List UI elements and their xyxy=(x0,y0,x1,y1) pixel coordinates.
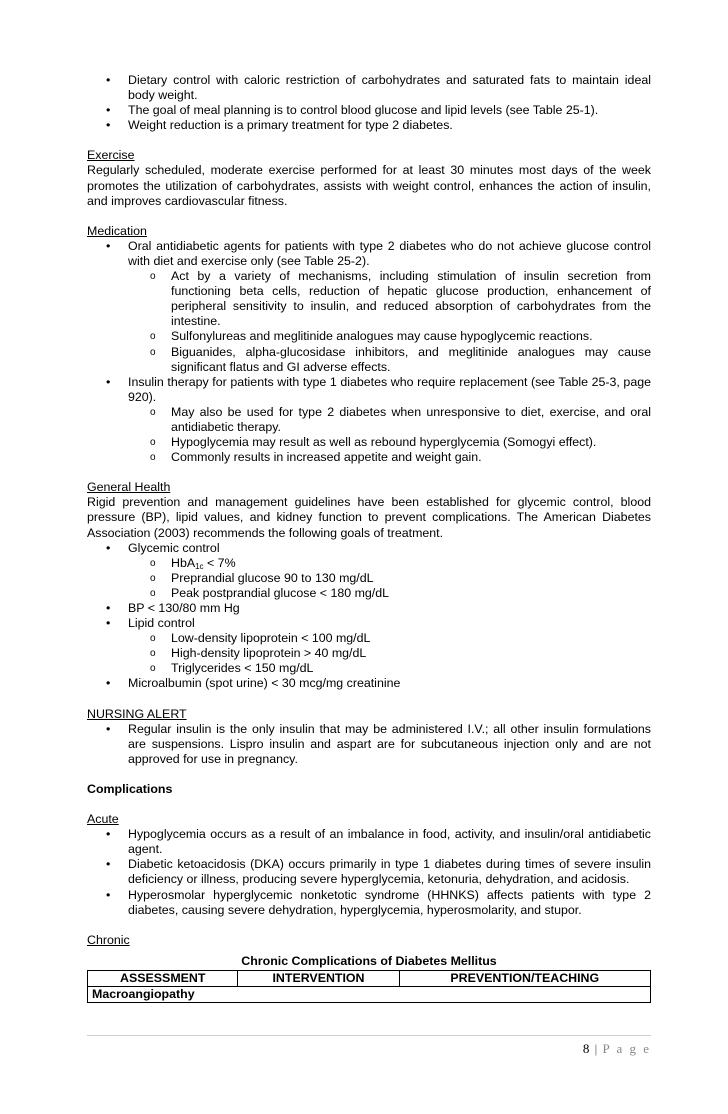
column-header-prevention: PREVENTION/TEACHING xyxy=(399,970,650,986)
treatment-goals-list xyxy=(87,541,651,692)
table-row xyxy=(88,986,651,1002)
list-item: o Low-density lipoprotein < 100 mg/dL xyxy=(128,631,651,646)
chronic-complications-table xyxy=(87,970,651,1003)
list-item: o High-density lipoprotein > 40 mg/dL xyxy=(128,646,651,661)
list-item: • Regular insulin is the only insulin that may be administered I.V.; all other insulin formulations are suspensions. Lispro insulin and aspart are for subcutaneous injection only and are not approved for use in pregnancy. xyxy=(87,722,651,767)
nursing-alert-heading: NURSING ALERT xyxy=(87,706,187,721)
list-item xyxy=(87,375,651,466)
insulin-therapy-text: Insulin therapy for patients with type 1 diabetes who require replacement (see Table 25-3, page 920). xyxy=(128,374,651,404)
list-item xyxy=(87,616,651,676)
list-item xyxy=(87,541,651,601)
hba1c-subscript: 1c xyxy=(195,561,204,571)
medication-list xyxy=(87,239,651,465)
list-item: • The goal of meal planning is to control blood glucose and lipid levels (see Table 25-1). xyxy=(87,103,651,118)
hba1c-prefix: HbA xyxy=(171,555,196,570)
glycemic-sublist xyxy=(128,556,651,601)
table-header-row xyxy=(88,970,651,986)
column-header-assessment: ASSESSMENT xyxy=(88,970,238,986)
hba1c-target: < 7% xyxy=(203,555,236,570)
medication-heading: Medication xyxy=(87,223,147,238)
page-indicator xyxy=(583,1041,651,1056)
list-item: • Hyperosmolar hyperglycemic nonketotic syndrome (HHNKS) affects patients with type 2 diabetes, causing severe dehydration, hyperglycemia, hyperosmolarity, and stupor. xyxy=(87,888,651,918)
lipid-control-label: Lipid control xyxy=(128,616,195,631)
chronic-heading: Chronic xyxy=(87,932,130,947)
list-item: o Peak postprandial glucose < 180 mg/dL xyxy=(128,586,651,601)
list-item: o Act by a variety of mechanisms, including stimulation of insulin secretion from functioning beta cells, reduction of hepatic glucose production, enhancement of peripheral sensitivity to insulin, and reduced absorption of carbohydrates from the intestine. xyxy=(128,269,651,329)
table-title: Chronic Complications of Diabetes Mellitus xyxy=(241,953,497,968)
complications-heading: Complications xyxy=(87,781,173,796)
general-health-heading: General Health xyxy=(87,480,171,495)
acute-heading: Acute xyxy=(87,812,119,827)
oral-agents-text: Oral antidiabetic agents for patients with type 2 diabetes who do not achieve glucose control with diet and exercise only (see Table 25-2). xyxy=(128,238,651,268)
list-item: • Dietary control with caloric restriction of carbohydrates and saturated fats to maintain ideal body weight. xyxy=(87,73,651,103)
list-item: o Sulfonylureas and meglitinide analogues may cause hypoglycemic reactions. xyxy=(128,329,651,344)
list-item: • Weight reduction is a primary treatment for type 2 diabetes. xyxy=(87,118,651,133)
insulin-sublist xyxy=(128,405,651,465)
page-number: 8 xyxy=(582,1041,591,1056)
page-word: P a g e xyxy=(602,1041,651,1056)
lipid-sublist xyxy=(128,631,651,676)
list-item: o Hypoglycemia may result as well as rebound hyperglycemia (Somogyi effect). xyxy=(128,435,651,450)
exercise-heading: Exercise xyxy=(87,148,135,163)
table-section-label: Macroangiopathy xyxy=(88,986,651,1002)
list-item xyxy=(128,556,651,571)
list-item: • Microalbumin (spot urine) < 30 mcg/mg creatinine xyxy=(87,676,651,691)
glycemic-control-label: Glycemic control xyxy=(128,540,220,555)
list-item: • Hypoglycemia occurs as a result of an imbalance in food, activity, and insulin/oral antidiabetic agent. xyxy=(87,827,651,857)
general-health-paragraph: Rigid prevention and management guidelines have been established for glycemic control, blood pressure (BP), lipid values, and kidney function to prevent complications. The American Diabetes Association (2003) recommends the following goals of treatment. xyxy=(87,495,651,540)
column-header-intervention: INTERVENTION xyxy=(238,970,399,986)
oral-agents-sublist xyxy=(128,269,651,375)
list-item: • Diabetic ketoacidosis (DKA) occurs primarily in type 1 diabetes during times of severe insulin deficiency or illness, producing severe hyperglycemia, ketonuria, dehydration, and acidosis. xyxy=(87,857,651,887)
list-item: o Commonly results in increased appetite and weight gain. xyxy=(128,450,651,465)
list-item xyxy=(87,239,651,375)
page-separator: | xyxy=(594,1041,599,1056)
diet-list xyxy=(87,73,651,133)
nursing-alert-list xyxy=(87,722,651,767)
page-footer xyxy=(87,1035,651,1056)
list-item: • BP < 130/80 mm Hg xyxy=(87,601,651,616)
document-page xyxy=(87,73,651,1003)
acute-list xyxy=(87,827,651,918)
list-item: o May also be used for type 2 diabetes when unresponsive to diet, exercise, and oral antidiabetic therapy. xyxy=(128,405,651,435)
exercise-paragraph: Regularly scheduled, moderate exercise performed for at least 30 minutes most days of the week promotes the utilization of carbohydrates, assists with weight control, enhances the action of insulin, and improves cardiovascular fitness. xyxy=(87,163,651,208)
list-item: o Triglycerides < 150 mg/dL xyxy=(128,661,651,676)
list-item: o Biguanides, alpha-glucosidase inhibitors, and meglitinide analogues may cause significant flatus and GI adverse effects. xyxy=(128,345,651,375)
list-item: o Preprandial glucose 90 to 130 mg/dL xyxy=(128,571,651,586)
